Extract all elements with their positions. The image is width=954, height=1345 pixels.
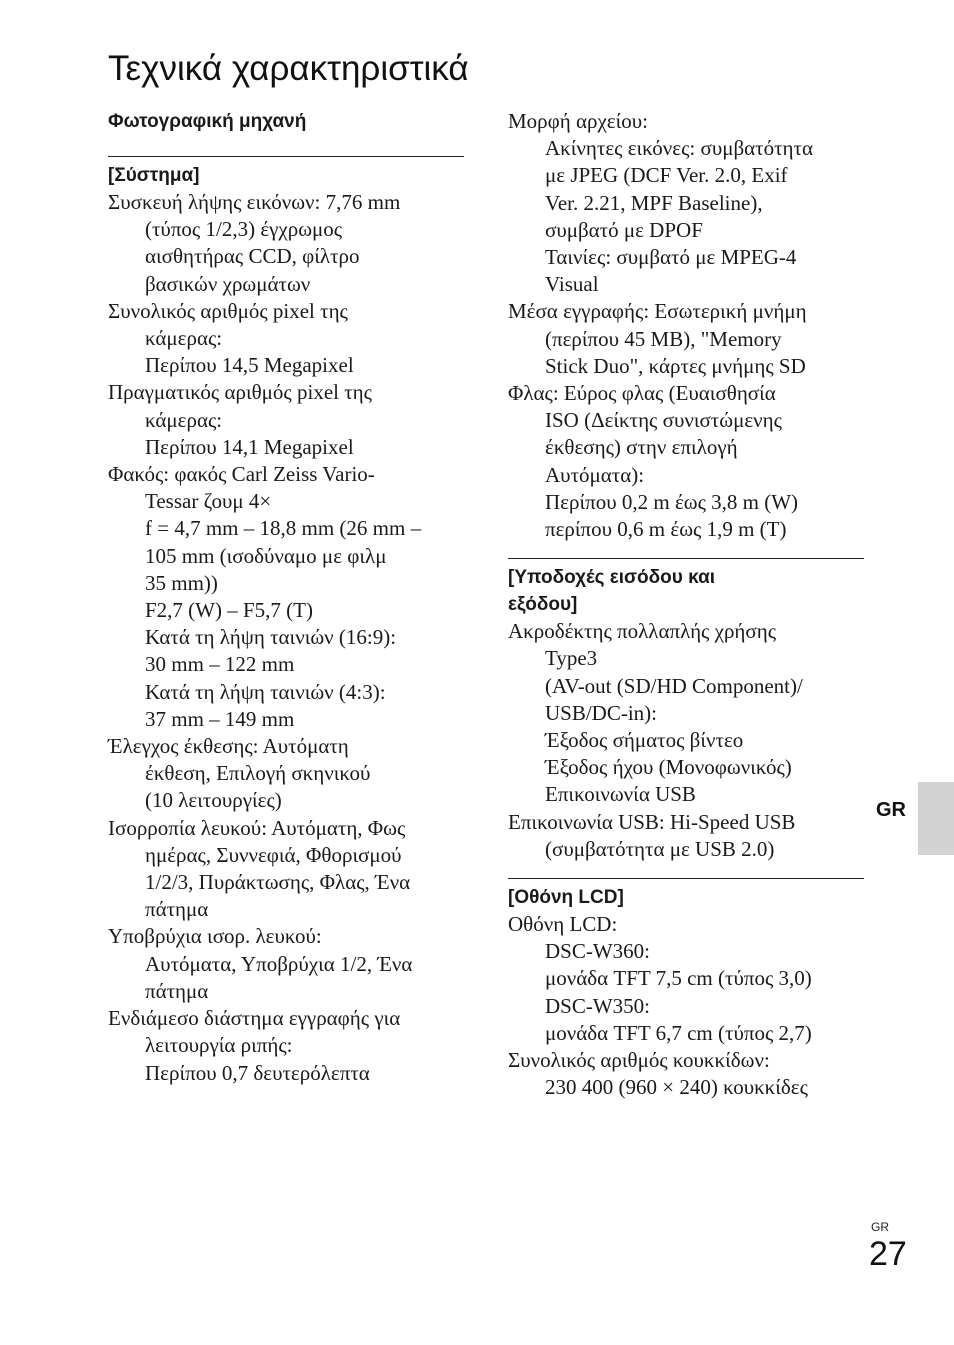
spec-line-continuation: (AV-out (SD/HD Component)/ — [545, 673, 803, 698]
spec-line-continuation: Έξοδος σήματος βίντεο — [545, 728, 744, 753]
spec-line: Συσκευή λήψης εικόνων: 7,76 mm — [108, 190, 401, 214]
spec-line: Οθόνη LCD: — [508, 912, 618, 937]
spec-line-continuation: Tessar ζουμ 4× — [145, 489, 272, 514]
spec-line-continuation: USB/DC-in): — [545, 700, 658, 725]
spec-line-continuation: Κατά τη λήψη ταινιών (16:9): — [145, 625, 397, 650]
spec-line-continuation: Περίπου 14,1 Megapixel — [145, 434, 354, 459]
spec-line-continuation: μονάδα TFT 7,5 cm (τύπος 3,0) — [545, 966, 812, 991]
spec-line-continuation: με JPEG (DCF Ver. 2.0, Exif — [545, 163, 788, 188]
section-heading-io-line1: [Υποδοχές εισόδου και — [508, 567, 716, 589]
page-number: 27 — [869, 1235, 907, 1273]
spec-line-continuation: Stick Duo", κάρτες μνήμης SD — [545, 353, 806, 378]
spec-line: Φλας: Εύρος φλας (Ευαισθησία — [508, 381, 776, 406]
spec-line-continuation: DSC-W350: — [545, 993, 650, 1018]
spec-line-continuation: Αυτόματα): — [545, 462, 645, 487]
spec-line: Επικοινωνία USB: Hi-Speed USB — [508, 809, 796, 834]
system-specs — [108, 189, 464, 1087]
spec-line-continuation: Επικοινωνία USB — [545, 782, 696, 807]
spec-line-continuation: Ακίνητες εικόνες: συμβατότητα — [545, 136, 813, 161]
spec-line-continuation: 1/2/3, Πυράκτωσης, Φλας, Ένα — [145, 870, 411, 895]
spec-line-continuation: έκθεση, Επιλογή σκηνικού — [145, 761, 371, 786]
spec-line-continuation: Αυτόματα, Υποβρύχια 1/2, Ένα — [145, 951, 413, 976]
spec-line: Ενδιάμεσο διάστημα εγγραφής για — [108, 1006, 401, 1031]
spec-line-continuation: ημέρας, Συννεφιά, Φθορισμού — [145, 842, 402, 867]
spec-line-continuation: αισθητήρας CCD, φίλτρο — [145, 244, 360, 269]
spec-line: Υποβρύχια ισορ. λευκού: — [108, 924, 322, 949]
spec-line: Έλεγχος έκθεσης: Αυτόματη — [108, 734, 349, 759]
spec-line-continuation: κάμερας: — [145, 326, 223, 351]
spec-line-continuation: 30 mm – 122 mm — [145, 652, 295, 677]
spec-line-continuation: περίπου 0,6 m έως 1,9 m (T) — [545, 517, 787, 542]
spec-line-continuation: Περίπου 0,7 δευτερόλεπτα — [145, 1060, 370, 1085]
spec-line-continuation: πάτημα — [145, 897, 209, 922]
spec-line-continuation: (τύπος 1/2,3) έγχρωμος — [145, 217, 343, 242]
spec-line-continuation: έκθεσης) στην επιλογή — [545, 435, 738, 460]
spec-line-continuation: 37 mm – 149 mm — [145, 706, 295, 731]
section-heading-io-line2: εξόδου] — [508, 594, 578, 616]
spec-line-continuation: DSC-W360: — [545, 939, 650, 964]
spec-line: Μορφή αρχείου: — [508, 109, 649, 133]
language-side-label: GR — [876, 799, 906, 821]
page-title: Τεχνικά χαρακτηριστικά — [108, 49, 469, 88]
section-heading-system: [Σύστημα] — [108, 165, 200, 186]
spec-line-continuation: πάτημα — [145, 978, 209, 1003]
spec-line: Συνολικός αριθμός κουκκίδων: — [508, 1048, 770, 1073]
spec-line-continuation: ISO (Δείκτης συνιστώμενης — [545, 408, 782, 433]
spec-line: Ακροδέκτης πολλαπλής χρήσης — [508, 619, 777, 644]
spec-line: Φακός: φακός Carl Zeiss Vario- — [108, 462, 375, 487]
spec-line-continuation: Κατά τη λήψη ταινιών (4:3): — [145, 679, 386, 704]
spec-line-continuation: βασικών χρωμάτων — [145, 271, 311, 296]
spec-line: Συνολικός αριθμός pixel της — [108, 298, 348, 323]
spec-line-continuation: 35 mm)) — [145, 570, 218, 595]
spec-line-continuation: συμβατό με DPOF — [545, 217, 703, 242]
spec-line: Πραγματικός αριθμός pixel της — [108, 380, 372, 405]
section-heading-lcd: [Οθόνη LCD] — [508, 887, 624, 909]
footer-language: GR — [871, 1220, 889, 1234]
spec-line-continuation: F2,7 (W) – F5,7 (T) — [145, 598, 313, 623]
spec-line-continuation: Ταινίες: συμβατό με MPEG-4 — [545, 245, 797, 270]
file-media-flash-specs — [508, 108, 864, 543]
spec-line-continuation: λειτουργία ριπής: — [145, 1033, 293, 1058]
spec-line-continuation: 105 mm (ισοδύναμο με φιλμ — [145, 543, 387, 568]
spec-line-continuation: f = 4,7 mm – 18,8 mm (26 mm – — [145, 516, 422, 541]
io-specs — [508, 618, 864, 863]
spec-line: Μέσα εγγραφής: Εσωτερική μνήμη — [508, 299, 807, 324]
spec-line-continuation: (10 λειτουργίες) — [145, 788, 282, 813]
left-column — [108, 108, 464, 1087]
lcd-specs — [508, 911, 864, 1101]
spec-line-continuation: Έξοδος ήχου (Μονοφωνικός) — [545, 755, 792, 780]
category-heading: Φωτογραφική μηχανή — [108, 111, 307, 132]
spec-line-continuation: Visual — [545, 272, 599, 297]
spec-line-continuation: Ver. 2.21, MPF Baseline), — [545, 190, 763, 215]
spec-line-continuation: Type3 — [545, 646, 598, 671]
spec-line-continuation: 230 400 (960 × 240) κουκκίδες — [545, 1075, 808, 1100]
spec-line-continuation: μονάδα TFT 6,7 cm (τύπος 2,7) — [545, 1020, 812, 1045]
spec-line-continuation: (περίπου 45 MB), "Memory — [545, 326, 782, 351]
spec-line-continuation: κάμερας: — [145, 407, 223, 432]
right-column — [508, 108, 864, 1102]
spec-line-continuation: (συμβατότητα με USB 2.0) — [545, 836, 775, 861]
spec-line-continuation: Περίπου 14,5 Megapixel — [145, 353, 354, 378]
language-side-tab — [918, 782, 954, 855]
spec-line: Ισορροπία λευκού: Αυτόματη, Φως — [108, 815, 406, 840]
spec-line-continuation: Περίπου 0,2 m έως 3,8 m (W) — [545, 489, 799, 514]
